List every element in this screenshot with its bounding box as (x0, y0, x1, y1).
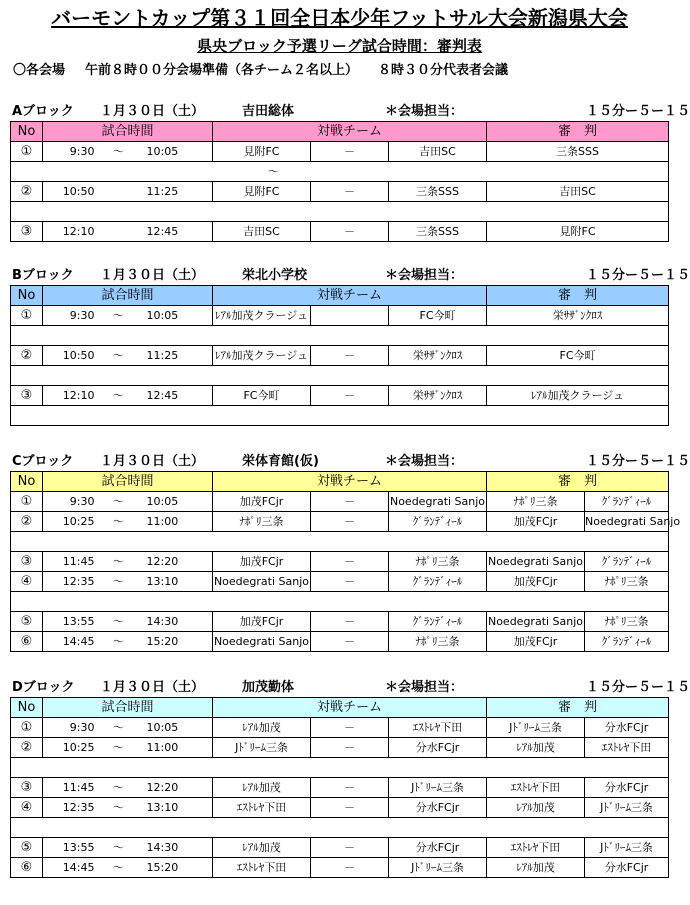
end-time: 13:10 (137, 572, 213, 592)
match-number: ⑥ (11, 858, 43, 878)
home-team: ﾅﾎﾟﾘ三条 (213, 512, 311, 532)
separator-row (11, 592, 669, 612)
end-time: 14:30 (137, 838, 213, 858)
home-team: FC今町 (213, 386, 311, 406)
match-row (11, 346, 669, 366)
block-format: １５分ー５ー１５ (586, 268, 690, 283)
separator-row (11, 162, 669, 182)
versus-mark: － (311, 778, 389, 798)
separator-row (11, 326, 669, 346)
home-team: 吉田SC (213, 222, 311, 242)
start-time: 9:30 (43, 142, 101, 162)
home-team: ﾚｱﾙ加茂 (213, 838, 311, 858)
away-team: ｸﾞﾗﾝﾃﾞｨｰﾙ (389, 612, 487, 632)
time-tilde: ～ (101, 552, 137, 572)
end-time: 12:45 (137, 386, 213, 406)
header-time: 試合時間 (43, 472, 213, 492)
match-number: ① (11, 306, 43, 326)
match-row (11, 512, 669, 532)
block-header (0, 102, 690, 122)
time-tilde: ～ (101, 738, 137, 758)
versus-mark (311, 306, 389, 326)
end-time: 10:05 (137, 306, 213, 326)
end-time: 11:25 (137, 346, 213, 366)
block-b (0, 266, 690, 403)
match-row (11, 798, 669, 818)
block-header (0, 452, 690, 472)
time-tilde: ～ (101, 798, 137, 818)
home-team: ﾚｱﾙ加茂クラージュ (213, 346, 311, 366)
referee-1: 加茂FCjr (487, 512, 585, 532)
versus-mark: － (311, 346, 389, 366)
start-time: 12:10 (43, 222, 101, 242)
block-charge: ＊会場担当： (385, 104, 464, 119)
start-time: 12:10 (43, 386, 101, 406)
start-time: 14:45 (43, 632, 101, 652)
header-no: No (11, 286, 43, 306)
header-teams: 対戦チーム (213, 286, 487, 306)
away-team: Noedegrati Sanjo (389, 492, 487, 512)
separator-cell (11, 202, 669, 222)
separator-cell (11, 592, 669, 612)
block-d (0, 678, 690, 875)
time-tilde: ～ (101, 142, 137, 162)
separator-row (11, 758, 669, 778)
schedule-table (10, 471, 681, 652)
block-name: Cブロック (12, 454, 74, 469)
page-title: バーモントカップ第３１回全日本少年フットサル大会新潟県大会 (51, 6, 628, 30)
home-team: ﾚｱﾙ加茂 (213, 778, 311, 798)
table-header-row (11, 472, 669, 492)
home-team: Jﾄﾞﾘｰﾑ三条 (213, 738, 311, 758)
referee-2: Jﾄﾞﾘｰﾑ三条 (585, 838, 669, 858)
block-venue: 加茂勤体 (242, 680, 295, 695)
block-date: １月３０日（土） (100, 454, 205, 469)
match-row (11, 182, 669, 202)
referee-2: 分水FCjr (585, 858, 669, 878)
match-number: ② (11, 512, 43, 532)
time-tilde: ～ (101, 492, 137, 512)
away-team: 三条SSS (389, 182, 487, 202)
versus-mark: － (311, 572, 389, 592)
separator-cell (11, 366, 669, 386)
notice (13, 62, 528, 80)
referee-2: ﾅﾎﾟﾘ三条 (585, 572, 669, 592)
home-team: Noedegrati Sanjo (213, 572, 311, 592)
match-number: ④ (11, 798, 43, 818)
separator-cell (11, 162, 669, 182)
block-date: １月３０日（土） (100, 104, 205, 119)
referee-1: 栄ｻｻﾞﾝｸﾛｽ (487, 306, 669, 326)
time-tilde: ～ (101, 632, 137, 652)
referee-2: ｸﾞﾗﾝﾃﾞｨｰﾙ (585, 492, 669, 512)
home-team: 見附FC (213, 182, 311, 202)
end-time: 15:20 (137, 858, 213, 878)
end-time: 10:05 (137, 492, 213, 512)
referee-1: ｴｽﾄﾚﾔ下田 (487, 778, 585, 798)
match-row (11, 492, 669, 512)
header-ref: 審 判 (487, 698, 669, 718)
start-time: 14:45 (43, 858, 101, 878)
away-team: 分水FCjr (389, 798, 487, 818)
referee-2: ﾅﾎﾟﾘ三条 (585, 612, 669, 632)
header-ref: 審 判 (487, 286, 669, 306)
match-number: ③ (11, 222, 43, 242)
match-row (11, 632, 669, 652)
end-time: 11:25 (137, 182, 213, 202)
match-row (11, 778, 669, 798)
block-header (0, 678, 690, 698)
start-time: 10:50 (43, 182, 101, 202)
header-no: No (11, 698, 43, 718)
referee-1: 三条SSS (487, 142, 669, 162)
versus-mark: － (311, 738, 389, 758)
match-number: ② (11, 738, 43, 758)
header-teams: 対戦チーム (213, 472, 487, 492)
referee-1: Noedegrati Sanjo (487, 612, 585, 632)
away-team: Jﾄﾞﾘｰﾑ三条 (389, 778, 487, 798)
home-team: 加茂FCjr (213, 612, 311, 632)
versus-mark: － (311, 552, 389, 572)
separator-row (11, 202, 669, 222)
start-time: 10:25 (43, 512, 101, 532)
versus-mark: － (311, 142, 389, 162)
home-team: 見附FC (213, 142, 311, 162)
match-row (11, 738, 669, 758)
home-team: 加茂FCjr (213, 492, 311, 512)
home-team: ﾚｱﾙ加茂クラージュ (213, 306, 311, 326)
schedule-table (10, 697, 669, 878)
match-number: ④ (11, 572, 43, 592)
header-ref: 審 判 (487, 472, 669, 492)
away-team: ﾅﾎﾟﾘ三条 (389, 552, 487, 572)
time-tilde: ～ (101, 778, 137, 798)
match-number: ① (11, 718, 43, 738)
home-team: ﾚｱﾙ加茂 (213, 718, 311, 738)
header-no: No (11, 472, 43, 492)
time-tilde: ～ (101, 346, 137, 366)
away-team: 三条SSS (389, 222, 487, 242)
block-date: １月３０日（土） (100, 680, 205, 695)
match-row (11, 142, 669, 162)
start-time: 10:25 (43, 738, 101, 758)
end-time: 13:10 (137, 798, 213, 818)
referee-1: ﾚｱﾙ加茂 (487, 798, 585, 818)
time-tilde: ～ (101, 838, 137, 858)
separator-cell (11, 326, 669, 346)
header-time: 試合時間 (43, 122, 213, 142)
versus-mark: － (311, 492, 389, 512)
referee-2: Jﾄﾞﾘｰﾑ三条 (585, 798, 669, 818)
block-header (0, 266, 690, 286)
block-name: Dブロック (12, 680, 75, 695)
end-time: 12:20 (137, 552, 213, 572)
header-teams: 対戦チーム (213, 122, 487, 142)
away-team: ﾅﾎﾟﾘ三条 (389, 632, 487, 652)
versus-mark: － (311, 222, 389, 242)
schedule-table (10, 121, 669, 242)
match-row (11, 572, 669, 592)
time-tilde: ～ (101, 572, 137, 592)
block-venue: 栄北小学校 (242, 268, 308, 283)
versus-mark: － (311, 632, 389, 652)
end-time: 15:20 (137, 632, 213, 652)
away-team: Jﾄﾞﾘｰﾑ三条 (389, 858, 487, 878)
referee-1: ﾚｱﾙ加茂クラージュ (487, 386, 669, 406)
versus-mark: － (311, 858, 389, 878)
block-a (0, 102, 690, 239)
block-name: Bブロック (12, 268, 74, 283)
referee-2: 分水FCjr (585, 718, 669, 738)
header-no: No (11, 122, 43, 142)
match-number: ① (11, 142, 43, 162)
block-c (0, 452, 690, 649)
home-team: Noedegrati Sanjo (213, 632, 311, 652)
referee-1: 吉田SC (487, 182, 669, 202)
match-row (11, 386, 669, 406)
table-header-row (11, 286, 669, 306)
time-tilde: ～ (101, 612, 137, 632)
separator-row (11, 366, 669, 386)
start-time: 10:50 (43, 346, 101, 366)
match-row (11, 306, 669, 326)
time-tilde: ～ (101, 306, 137, 326)
table-header-row (11, 122, 669, 142)
match-number: ② (11, 182, 43, 202)
header-time: 試合時間 (43, 286, 213, 306)
match-row (11, 612, 669, 632)
referee-1: 見附FC (487, 222, 669, 242)
referee-1: FC今町 (487, 346, 669, 366)
start-time: 9:30 (43, 718, 101, 738)
away-team: FC今町 (389, 306, 487, 326)
versus-mark: － (311, 838, 389, 858)
match-number: ③ (11, 386, 43, 406)
referee-2: 分水FCjr (585, 778, 669, 798)
versus-mark: － (311, 612, 389, 632)
start-time: 13:55 (43, 838, 101, 858)
home-team: 加茂FCjr (213, 552, 311, 572)
away-team: 吉田SC (389, 142, 487, 162)
separator-cell (11, 758, 669, 778)
versus-mark: － (311, 386, 389, 406)
end-time: 10:05 (137, 718, 213, 738)
versus-mark: － (311, 182, 389, 202)
block-date: １月３０日（土） (100, 268, 205, 283)
block-name: Aブロック (12, 104, 74, 119)
block-format: １５分ー５ー１５ (586, 680, 690, 695)
header-time: 試合時間 (43, 698, 213, 718)
end-time: 12:45 (137, 222, 213, 242)
referee-2: ｴｽﾄﾚﾔ下田 (585, 738, 669, 758)
versus-mark: － (311, 512, 389, 532)
notice-meeting: ８時３０分代表者会議 (378, 63, 509, 78)
referee-2: ｸﾞﾗﾝﾃﾞｨｰﾙ (585, 632, 669, 652)
referee-1: ﾅﾎﾟﾘ三条 (487, 492, 585, 512)
match-row (11, 858, 669, 878)
away-team: 栄ｻｻﾞﾝｸﾛｽ (389, 346, 487, 366)
match-number: ⑥ (11, 632, 43, 652)
start-time: 11:45 (43, 778, 101, 798)
time-tilde: ～ (101, 512, 137, 532)
start-time: 9:30 (43, 306, 101, 326)
separator-row (11, 406, 669, 426)
time-tilde (101, 182, 137, 202)
block-venue: 栄体育館(仮) (242, 454, 319, 469)
match-number: ③ (11, 778, 43, 798)
match-number: ③ (11, 552, 43, 572)
end-time: 11:00 (137, 512, 213, 532)
away-team: ｸﾞﾗﾝﾃﾞｨｰﾙ (389, 512, 487, 532)
match-row (11, 838, 669, 858)
away-team: 分水FCjr (389, 838, 487, 858)
separator-row (11, 818, 669, 838)
away-team: ｴｽﾄﾚﾔ下田 (389, 718, 487, 738)
end-time: 14:30 (137, 612, 213, 632)
start-time: 9:30 (43, 492, 101, 512)
block-charge: ＊会場担当： (385, 268, 464, 283)
separator-row (11, 532, 669, 552)
time-tilde: ～ (101, 858, 137, 878)
separator-cell (11, 406, 669, 426)
referee-1: ﾚｱﾙ加茂 (487, 738, 585, 758)
start-time: 11:45 (43, 552, 101, 572)
end-time: 12:20 (137, 778, 213, 798)
start-time: 13:55 (43, 612, 101, 632)
block-charge: ＊会場担当： (385, 454, 464, 469)
referee-1: 加茂FCjr (487, 572, 585, 592)
block-format: １５分ー５ー１５ (586, 454, 690, 469)
header-teams: 対戦チーム (213, 698, 487, 718)
block-charge: ＊会場担当： (385, 680, 464, 695)
block-venue: 吉田総体 (242, 104, 295, 119)
referee-1: ｴｽﾄﾚﾔ下田 (487, 838, 585, 858)
page-subtitle: 県央ブロック予選リーグ試合時間：審判表 (197, 37, 482, 55)
away-team: 栄ｻｻﾞﾝｸﾛｽ (389, 386, 487, 406)
match-number: ① (11, 492, 43, 512)
referee-1: ﾚｱﾙ加茂 (487, 858, 585, 878)
time-tilde: ～ (268, 165, 280, 178)
table-header-row (11, 698, 669, 718)
referee-2: ｸﾞﾗﾝﾃﾞｨｰﾙ (585, 552, 669, 572)
end-time: 10:05 (137, 142, 213, 162)
versus-mark: － (311, 718, 389, 738)
match-row (11, 718, 669, 738)
time-tilde: ～ (101, 386, 137, 406)
versus-mark: － (311, 798, 389, 818)
schedule-table (10, 285, 669, 426)
time-tilde (101, 222, 137, 242)
away-team: 分水FCjr (389, 738, 487, 758)
header-ref: 審 判 (487, 122, 669, 142)
home-team: ｴｽﾄﾚﾔ下田 (213, 858, 311, 878)
referee-2: Noedegrati Sanjo (585, 512, 669, 532)
referee-1: Jﾄﾞﾘｰﾑ三条 (487, 718, 585, 738)
notice-time: 午前８時００分会場準備（各チーム２名以上） (85, 63, 359, 78)
match-number: ⑤ (11, 838, 43, 858)
referee-1: 加茂FCjr (487, 632, 585, 652)
block-format: １５分ー５ー１５ (586, 104, 690, 119)
match-row (11, 222, 669, 242)
away-team: ｸﾞﾗﾝﾃﾞｨｰﾙ (389, 572, 487, 592)
referee-1: Noedegrati Sanjo (487, 552, 585, 572)
start-time: 12:35 (43, 572, 101, 592)
separator-cell (11, 818, 669, 838)
home-team: ｴｽﾄﾚﾔ下田 (213, 798, 311, 818)
start-time: 12:35 (43, 798, 101, 818)
end-time: 11:00 (137, 738, 213, 758)
match-number: ② (11, 346, 43, 366)
separator-cell (11, 532, 669, 552)
notice-venue: 〇各会場 (13, 63, 66, 78)
match-row (11, 552, 669, 572)
match-number: ⑤ (11, 612, 43, 632)
time-tilde: ～ (101, 718, 137, 738)
